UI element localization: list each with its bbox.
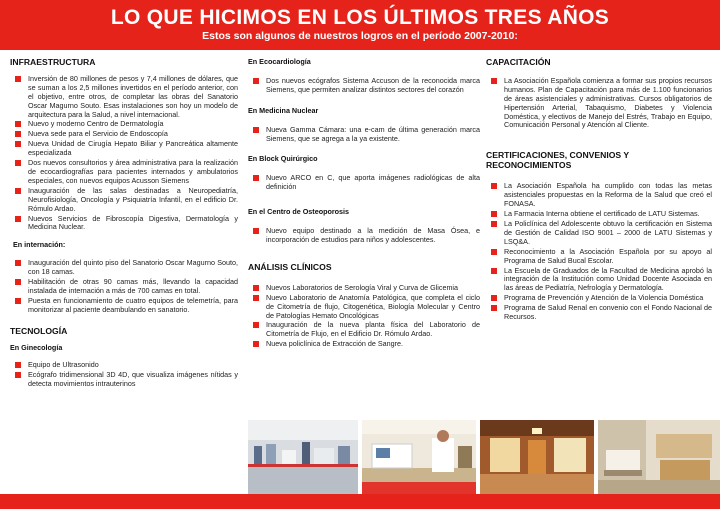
list-item: La Escuela de Graduados de la Facultad de Medicina aprobó la integración de la Institución como Unidad Docente Asociada en las áreas de Pediatría, Nefrología y Dermatología.	[486, 267, 712, 294]
list-item: Inversión de 80 millones de pesos y 7,4 millones de dólares, que se suman a los 2,5 millones invertidos en el período anterior, con el objetivo, entre otros, de completar las obras del Sanatorio Oscar Magurno Souto. Esas instalaciones son hoy un modelo de arquitectura para la Salud, a nivel internacional.	[10, 75, 238, 120]
list-item: Nueva sede para el Servicio de Endoscopía	[10, 130, 238, 139]
bullet-icon	[253, 127, 259, 133]
bullet-icon	[253, 295, 259, 301]
bullet-icon	[491, 221, 497, 227]
hospital-room-photo	[598, 420, 720, 494]
bullet-icon	[15, 160, 21, 166]
list-item: Nueva policlínica de Extracción de Sangre.	[248, 340, 480, 349]
list-item: Nuevo y moderno Centro de Dermatología	[10, 120, 238, 129]
list-item: Nuevos Laboratorios de Serología Viral y Curva de Glicemia	[248, 284, 480, 293]
certificaciones-list	[486, 182, 712, 322]
block-quirurgico-heading: En Block Quirúrgico	[248, 154, 318, 164]
page-title: LO QUE HICIMOS EN LOS ÚLTIMOS TRES AÑOS	[110, 6, 610, 29]
certificaciones-heading: CERTIFICACIONES, CONVENIOS Y RECONOCIMIENTOS	[486, 150, 629, 171]
list-item: Inauguración del quinto piso del Sanatorio Oscar Magurno Souto, con 18 camas.	[10, 259, 238, 277]
list-item: Habilitación de otras 90 camas más, llevando la capacidad instalada de internación a más de 700 camas en total.	[10, 278, 238, 296]
ginecologia-list	[10, 361, 238, 389]
bullet-icon	[15, 121, 21, 127]
bullet-icon	[15, 260, 21, 266]
list-item: Nuevo equipo destinado a la medición de Masa Ósea, e incorporación de estudios para niños y adolescentes.	[248, 227, 480, 245]
list-item: Programa de Salud Renal en convenio con el Fondo Nacional de Recursos.	[486, 304, 712, 322]
bullet-icon	[15, 76, 21, 82]
list-item: La Farmacia Interna obtiene el certificado de LATU Sistemas.	[486, 210, 712, 219]
bullet-icon	[491, 183, 497, 189]
footer-bar	[0, 494, 720, 509]
bullet-icon	[15, 372, 21, 378]
list-item: Reconocimiento a la Asociación Española por su apoyo al Programa de Salud Bucal Escolar.	[486, 248, 712, 266]
medicina-nuclear-heading: En Medicina Nuclear	[248, 105, 319, 115]
photo-strip	[248, 420, 720, 494]
bullet-icon	[15, 279, 21, 285]
list-item: Inauguración de la nueva planta física del Laboratorio de Citometría de Flujo, en el Edificio Dr. Rómulo Ardao.	[248, 321, 480, 339]
infraestructura-list	[10, 75, 238, 232]
list-item: Nueva Gamma Cámara: una e-cam de última generación marca Siemens, que se agrega a la ya existente.	[248, 126, 480, 144]
lab-technician-photo	[362, 420, 476, 494]
bullet-icon	[253, 341, 259, 347]
bullet-icon	[491, 268, 497, 274]
medicina-nuclear-list	[248, 126, 480, 144]
block-quirurgico-list	[248, 174, 480, 192]
bullet-icon	[491, 78, 497, 84]
analisis-clinicos-list	[248, 284, 480, 349]
list-item: Puesta en funcionamiento de cuatro equipos de telemetría, para monitorizar al paciente deambulando en sanatorio.	[10, 297, 238, 315]
bullet-icon	[491, 295, 497, 301]
list-item: Programa de Prevención y Atención de la Violencia Doméstica	[486, 294, 712, 303]
page-subtitle: Estos son algunos de nuestros logros en el período 2007-2010:	[202, 30, 518, 42]
list-item: La Asociación Española comienza a formar sus propios recursos humanos. Plan de Capacitación para más de 1.100 funcionarios de áreas asistenciales y administrativas. Cursos obligatorios de Hipertensión Arterial, Tabaquismo, Diabetes y Violencia Doméstica, y electivos de Manejo del Estrés, Trabajo en Equipo, Comunicación Personal y Atención al Cliente.	[486, 77, 712, 130]
list-item: Nuevos Servicios de Fibroscopía Digestiva, Dermatología y Medicina Nuclear.	[10, 215, 238, 233]
list-item: Inauguración de las salas destinadas a Neuropediatría, Neurofisiología, Oncología y Psiquiatría Infantil, en el edificio Dr. Rómulo Ardao.	[10, 187, 238, 214]
list-item: Nuevo Laboratorio de Anatomía Patológica, que completa el ciclo de Citometría de flujo, Citogenética, Biología Molecular y Centro de Patologías Hemato Oncológicas	[248, 294, 480, 321]
column-left	[10, 56, 238, 390]
bullet-icon	[253, 78, 259, 84]
column-right	[486, 56, 712, 323]
list-item: Nueva Unidad de Cirugía Hepato Biliar y Pancreática altamente especializada	[10, 140, 238, 158]
list-item: La Asociación Española ha cumplido con todas las metas asistenciales propuestas en la Reforma de la Salud que creó el FONASA.	[486, 182, 712, 209]
laboratory-photo	[248, 420, 358, 494]
ecocardiologia-list	[248, 77, 480, 95]
osteoporosis-heading: En el Centro de Osteoporosis	[248, 207, 350, 217]
lobby-photo	[480, 420, 594, 494]
analisis-clinicos-heading: ANÁLISIS CLÍNICOS	[248, 261, 332, 272]
capacitacion-heading: CAPACITACIÓN	[486, 57, 551, 67]
bullet-icon	[253, 228, 259, 234]
ginecologia-heading: En Ginecología	[10, 342, 63, 352]
bullet-icon	[15, 362, 21, 368]
bullet-icon	[491, 305, 497, 311]
bullet-icon	[491, 211, 497, 217]
bullet-icon	[253, 175, 259, 181]
bullet-icon	[253, 285, 259, 291]
bullet-icon	[15, 216, 21, 222]
ecocardiologia-heading: En Ecocardiología	[248, 57, 311, 66]
infraestructura-heading: INFRAESTRUCTURA	[10, 57, 96, 67]
bullet-icon	[15, 131, 21, 137]
list-item: Equipo de Ultrasonido	[10, 361, 238, 370]
bullet-icon	[15, 141, 21, 147]
bullet-icon	[491, 249, 497, 255]
list-item: Nuevo ARCO en C, que aporta imágenes radiológicas de alta definición	[248, 174, 480, 192]
internacion-heading: En internación:	[13, 240, 66, 250]
bullet-icon	[15, 188, 21, 194]
tecnologia-heading: TECNOLOGÍA	[10, 325, 68, 336]
capacitacion-list	[486, 77, 712, 130]
internacion-list	[10, 259, 238, 314]
list-item: Dos nuevos consultorios y área administrativa para la realización de ecocardiografías para pacientes internados y ambulatorios especiales, con nuevos equipos Acusson Siemens	[10, 159, 238, 186]
list-item: La Policlínica del Adolescente obtuvo la certificación en Sistema de Gestión de Calidad ISO 9001 – 2000 de LATU Sistemas y LSQ&A.	[486, 220, 712, 247]
header-banner	[0, 0, 720, 50]
bullet-icon	[15, 298, 21, 304]
list-item: Dos nuevos ecógrafos Sistema Accuson de la reconocida marca Siemens, que permiten analizar distintos sectores del corazón	[248, 77, 480, 95]
bullet-icon	[253, 322, 259, 328]
osteoporosis-list	[248, 227, 480, 245]
list-item: Ecógrafo tridimensional 3D 4D, que visualiza imágenes nítidas y detecta movimientos intrauterinos	[10, 371, 238, 389]
column-middle	[248, 56, 480, 350]
